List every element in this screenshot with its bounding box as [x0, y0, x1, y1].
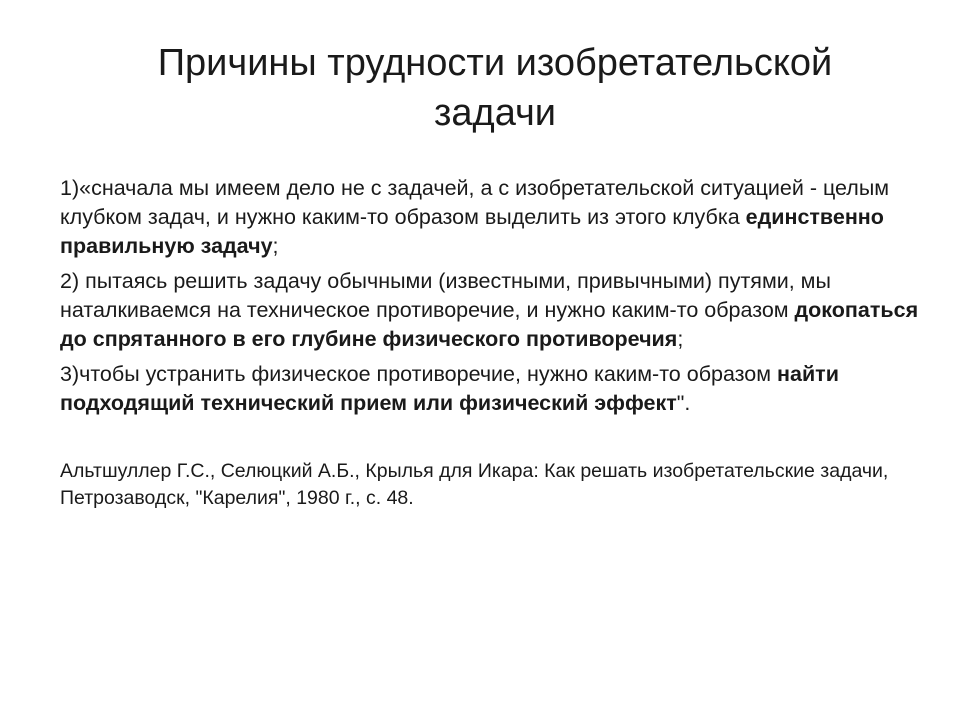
reason-1-text: 1)«сначала мы имеем дело не с задачей, а с изобретательской ситуацией - целым клубком задач, и нужно каким-то образом выделить из этого клубка	[60, 176, 890, 229]
reason-paragraph-3	[60, 360, 920, 418]
reason-3-end: ".	[676, 391, 691, 415]
reason-2-emphasis: докопаться до спрятанного в его глубине физического противоречия	[60, 298, 919, 351]
reason-2-text: 2) пытаясь решить задачу обычными (известными, привычными) путями, мы наталкиваемся на техническое противоречие, и нужно каким-то образом	[60, 269, 831, 322]
slide-title: Причины трудности изобретательской задачи	[157, 42, 833, 134]
reason-1-emphasis: единственно правильную задачу	[60, 205, 884, 258]
reason-3-text: 3)чтобы устранить физическое противоречие, нужно каким-то образом	[60, 362, 778, 386]
reason-2-end: ;	[677, 327, 684, 351]
reason-paragraph-1	[60, 174, 920, 261]
citation: Альтшуллер Г.С., Селюцкий А.Б., Крылья для Икара: Как решать изобретательские задачи, Петрозаводск, "Карелия", 1980 г., с. 48.	[60, 460, 889, 509]
reason-1-end: ;	[272, 234, 279, 258]
reason-3-emphasis: найти подходящий технический прием или физический эффект	[60, 362, 839, 415]
slide-content	[60, 174, 920, 512]
reason-paragraph-2	[60, 267, 920, 354]
